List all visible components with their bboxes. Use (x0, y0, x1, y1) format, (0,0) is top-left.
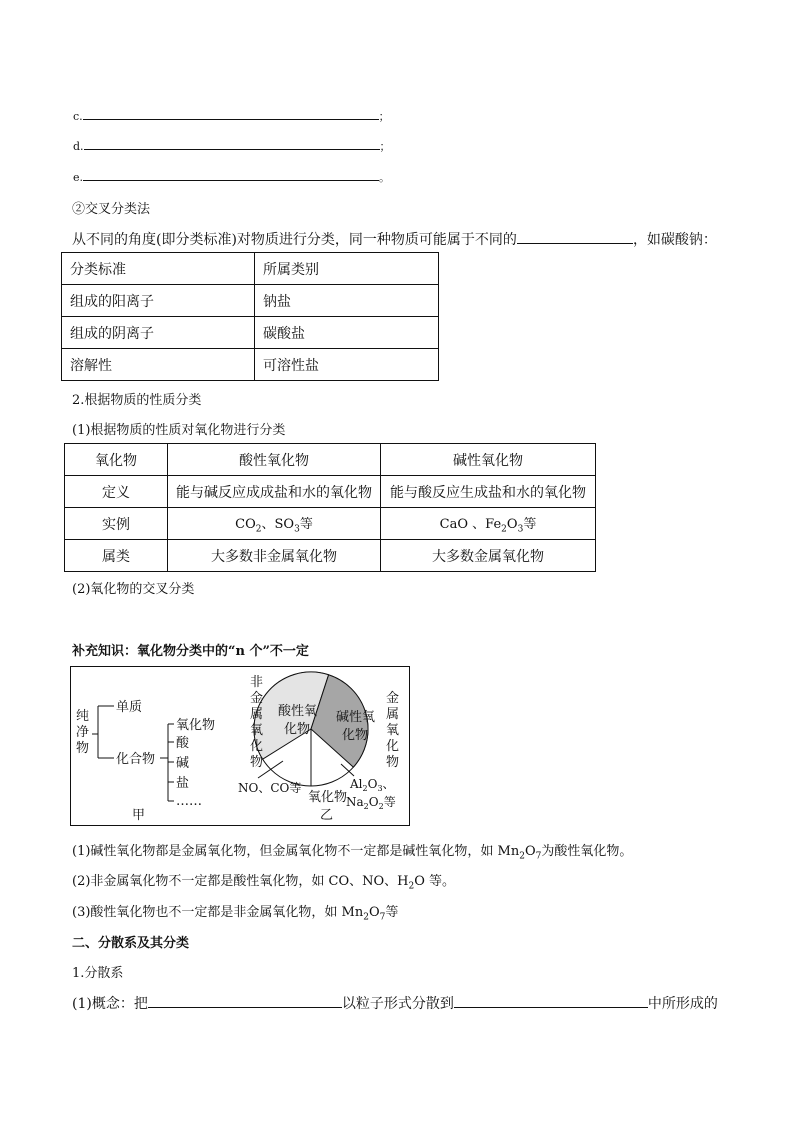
supplement-title: 补充知识：氧化物分类中的“n 个”不一定 (72, 644, 309, 659)
pie-al-label: $Al_2O_3$、 (350, 777, 395, 793)
table-row (62, 253, 439, 285)
table-cell: 分类标准 (62, 253, 255, 285)
note-sub: 2 (519, 851, 525, 862)
note-sub: 2 (408, 881, 415, 892)
blank-c-label: c. (73, 110, 83, 123)
tree-leaf: 碱 (176, 756, 190, 771)
note-text: O 等。 (414, 874, 456, 889)
note-text: 为酸性氧化物。 (541, 844, 633, 859)
oxide-table (64, 443, 596, 572)
table-row (62, 285, 439, 317)
table-cell-acid-example (168, 508, 381, 540)
table-cell: 属类 (65, 540, 168, 572)
table-cell: 实例 (65, 508, 168, 540)
concept-text: 中所形成的 (647, 996, 718, 1012)
tree-leaf: 酸 (176, 736, 190, 751)
concept-blank-2[interactable] (454, 995, 648, 1008)
pie-right-label-char: 氧 (386, 723, 400, 738)
table-cell: 组成的阴离子 (62, 317, 255, 349)
pie-acid-label: 酸性氧 (278, 704, 318, 719)
pie-left-label-char: 金 (250, 691, 264, 706)
formula-sub: 3 (517, 524, 524, 535)
note-text: (3)酸性氧化物也不一定都是非金属氧化物，如 Mn (72, 905, 364, 920)
cross-method-text-after: ，如碳酸钠： (632, 232, 717, 248)
concept-text: 以粒子形式分散到 (341, 996, 454, 1012)
note-sub: 7 (379, 912, 386, 923)
formula-part: CaO 、Fe (439, 516, 502, 532)
table-cell: 钠盐 (255, 285, 439, 317)
table-row (62, 349, 439, 381)
pie-caption: 乙 (320, 808, 334, 823)
table-row (62, 317, 439, 349)
blank-c-end: ； (378, 110, 390, 123)
table-cell: 大多数金属氧化物 (381, 540, 596, 572)
cross-method-text-before: 从不同的角度(即分类标准)对物质进行分类，同一种物质可能属于不同的 (72, 232, 517, 248)
blank-c (73, 107, 390, 124)
note-text: 等 (385, 905, 399, 920)
concept-text: (1)概念：把 (72, 996, 148, 1012)
cross-method-title: ②交叉分类法 (72, 202, 151, 217)
table-cell: 可溶性盐 (255, 349, 439, 381)
pie-right-label-char: 物 (386, 755, 400, 770)
table-cell: 所属类别 (255, 253, 439, 285)
tree-root-char: 物 (76, 741, 90, 756)
blank-e (73, 168, 390, 185)
pie-na-label: $Na_2O_2$等 (346, 795, 396, 811)
tree-caption: 甲 (132, 808, 146, 823)
note-2 (72, 870, 455, 892)
note-1 (72, 840, 632, 862)
blank-e-end: 。 (379, 171, 391, 184)
formula-part: 等 (523, 516, 537, 532)
blank-d-end: ； (379, 140, 391, 153)
formula-sub: 2 (501, 524, 507, 535)
pie-left-label-char: 非 (250, 675, 264, 690)
blank-e-line[interactable] (83, 168, 379, 181)
pie-bottom-label: 氧化物 (308, 790, 348, 805)
section2-sub2: (2)氧化物的交叉分类 (72, 582, 195, 597)
table-cell: 能与碱反应成成盐和水的氧化物 (168, 476, 381, 508)
table-cell: 定义 (65, 476, 168, 508)
note-3 (72, 901, 398, 923)
cross-method-text (72, 229, 717, 249)
pie-left-label-char: 氧 (250, 723, 264, 738)
pie-left-label-char: 属 (250, 707, 264, 722)
class-table (61, 252, 439, 381)
blank-d-line[interactable] (84, 137, 380, 150)
tree-root-char: 净 (76, 725, 90, 740)
table-cell: 酸性氧化物 (168, 444, 381, 476)
table-row (65, 540, 596, 572)
table-cell: 碳酸盐 (255, 317, 439, 349)
table-cell: 大多数非金属氧化物 (168, 540, 381, 572)
tree-leaf: 氧化物 (176, 718, 216, 733)
formula-part: O (506, 516, 518, 532)
note-text: O (368, 905, 380, 920)
formula-sub: 2 (255, 524, 262, 535)
table-row (65, 476, 596, 508)
blank-c-line[interactable] (83, 107, 379, 120)
formula-part: CO (235, 516, 256, 532)
tree-leaf: …… (176, 794, 202, 809)
table-cell: 碱性氧化物 (381, 444, 596, 476)
pie-right-label-char: 金 (386, 691, 400, 706)
blank-d (73, 137, 391, 154)
table-cell: 组成的阳离子 (62, 285, 255, 317)
note-text: (2)非金属氧化物不一定都是酸性氧化物，如 CO、NO、H (72, 874, 409, 889)
section2-sub1: (1)根据物质的性质对氧化物进行分类 (72, 423, 286, 438)
formula-part: 等 (299, 516, 313, 532)
pie-left-label-char: 化 (250, 739, 264, 754)
pie-right-label-char: 化 (386, 739, 400, 754)
oxide-classification-diagram (70, 666, 410, 826)
concept-line (72, 993, 718, 1013)
concept-blank-1[interactable] (148, 995, 342, 1008)
table-row (65, 444, 596, 476)
pie-no-co-label: NO、CO等 (238, 781, 302, 795)
table-cell: 溶解性 (62, 349, 255, 381)
tree-leaf: 盐 (176, 776, 190, 791)
tree-branch-compound: 化合物 (116, 752, 156, 767)
pie-acid-label: 化物 (284, 722, 311, 737)
tree-root-char: 纯 (76, 709, 90, 724)
tree-branch-elemental: 单质 (116, 700, 143, 715)
pie-right-label-char: 属 (386, 707, 400, 722)
note-sub: 2 (363, 912, 369, 923)
note-text: (1)碱性氧化物都是金属氧化物，但金属氧化物不一定都是碱性氧化物，如 Mn (72, 844, 520, 859)
pie-base-label: 碱性氧 (336, 710, 376, 725)
table-cell: 能与酸反应生成盐和水的氧化物 (381, 476, 596, 508)
blank-d-label: d. (73, 140, 84, 153)
table-row (65, 508, 596, 540)
cross-method-blank[interactable] (517, 231, 633, 244)
blank-e-label: e. (73, 171, 84, 184)
pie-left-label-char: 物 (250, 755, 264, 770)
formula-part: 、SO (261, 516, 295, 532)
table-cell-base-example (381, 508, 596, 540)
formula-sub: 3 (294, 524, 300, 535)
section2-title: 2.根据物质的性质分类 (72, 393, 202, 408)
table-cell: 氧化物 (65, 444, 168, 476)
section-disp-title: 二、分散系及其分类 (72, 936, 190, 951)
note-sub: 7 (535, 851, 542, 862)
pie-base-label: 化物 (342, 728, 369, 743)
section-disp-sub: 1.分散系 (72, 966, 124, 981)
note-text: O (524, 844, 536, 859)
